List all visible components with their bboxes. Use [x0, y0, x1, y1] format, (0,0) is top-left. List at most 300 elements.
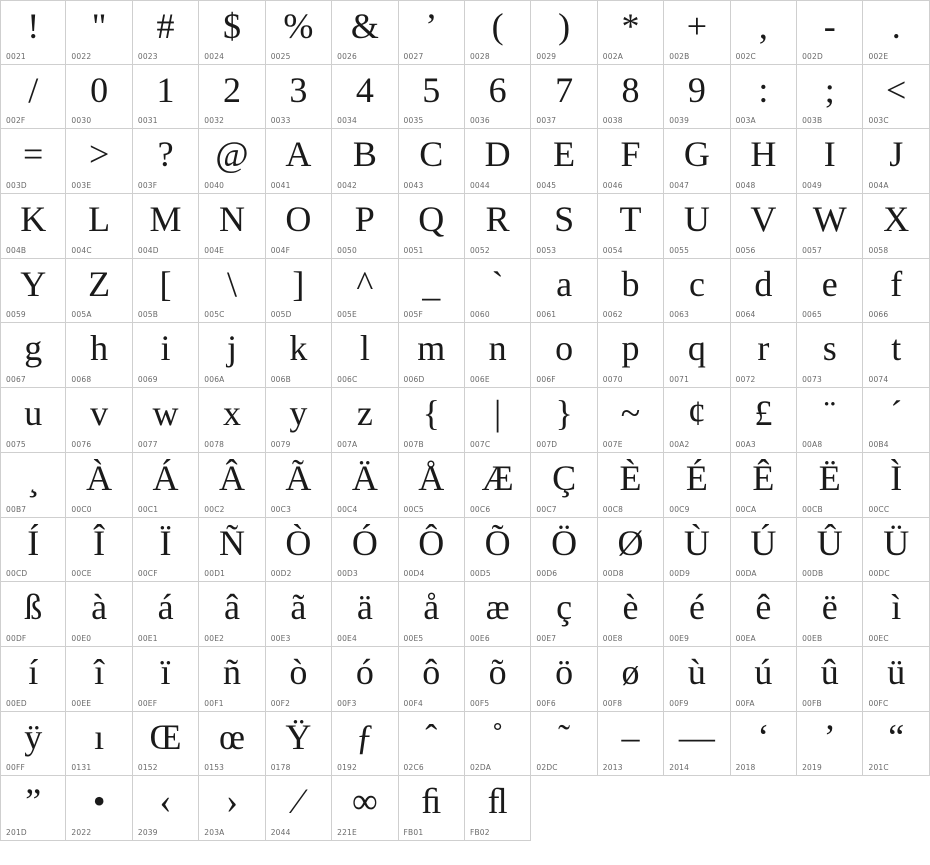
- glyph-cell[interactable]: [0, 194, 66, 259]
- glyph-character: ì: [891, 587, 902, 628]
- glyph-cell[interactable]: [598, 65, 664, 130]
- glyph-character: å: [423, 587, 440, 628]
- glyph-cell[interactable]: [731, 453, 797, 518]
- glyph-cell[interactable]: [399, 712, 465, 777]
- glyph-cell[interactable]: [66, 194, 132, 259]
- glyph-character: x: [222, 393, 241, 434]
- glyph-codepoint: 00C5: [403, 504, 424, 514]
- glyph-codepoint: 00C4: [337, 504, 358, 514]
- glyph-cell[interactable]: [0, 647, 66, 712]
- glyph-cell[interactable]: [731, 388, 797, 453]
- glyph-cell[interactable]: [465, 518, 531, 583]
- glyph-cell[interactable]: [797, 129, 863, 194]
- glyph-cell[interactable]: [399, 323, 465, 388]
- glyph-cell[interactable]: [664, 323, 730, 388]
- glyph-codepoint: 0192: [337, 763, 357, 773]
- glyph-character: Û: [816, 522, 843, 563]
- glyph-cell[interactable]: [66, 323, 132, 388]
- glyph-cell[interactable]: [531, 0, 597, 65]
- glyph-codepoint: 00E6: [469, 633, 490, 643]
- glyph-cell[interactable]: [133, 582, 199, 647]
- glyph-cell[interactable]: [133, 0, 199, 65]
- glyph-cell[interactable]: [731, 712, 797, 777]
- glyph-cell[interactable]: [797, 518, 863, 583]
- glyph-codepoint: 0070: [602, 375, 623, 385]
- glyph-cell[interactable]: [731, 323, 797, 388]
- glyph-cell[interactable]: [332, 323, 398, 388]
- glyph-cell[interactable]: [199, 259, 265, 324]
- glyph-cell[interactable]: [598, 712, 664, 777]
- glyph-character: N: [218, 199, 245, 240]
- glyph-codepoint: 004B: [6, 245, 27, 255]
- glyph-codepoint: 00DB: [802, 569, 824, 579]
- glyph-codepoint: 2044: [270, 827, 291, 837]
- glyph-codepoint: 002B: [669, 51, 690, 61]
- glyph-cell[interactable]: [0, 323, 66, 388]
- glyph-character: [: [159, 263, 172, 304]
- glyph-cell[interactable]: [598, 259, 664, 324]
- glyph-character: Ï: [159, 522, 172, 563]
- glyph-codepoint: 00F9: [669, 698, 689, 708]
- glyph-character: k: [289, 328, 308, 369]
- glyph-cell[interactable]: [266, 259, 332, 324]
- glyph-cell[interactable]: [598, 388, 664, 453]
- glyph-codepoint: 0022: [71, 51, 92, 61]
- glyph-cell[interactable]: [664, 518, 730, 583]
- glyph-character: Ö: [551, 522, 578, 563]
- glyph-codepoint: 00C2: [204, 504, 225, 514]
- glyph-codepoint: 003A: [735, 116, 756, 126]
- glyph-cell[interactable]: [863, 518, 929, 583]
- glyph-codepoint: 00CF: [137, 569, 158, 579]
- glyph-character: ﬂ: [487, 781, 508, 822]
- glyph-cell[interactable]: [731, 582, 797, 647]
- glyph-character: =: [23, 134, 44, 175]
- glyph-codepoint: 00E7: [536, 633, 557, 643]
- glyph-cell[interactable]: [797, 323, 863, 388]
- glyph-cell[interactable]: [0, 129, 66, 194]
- glyph-character: œ: [218, 716, 245, 757]
- glyph-cell[interactable]: [531, 65, 597, 130]
- glyph-cell[interactable]: [266, 129, 332, 194]
- glyph-cell[interactable]: [863, 647, 929, 712]
- glyph-cell[interactable]: [465, 712, 531, 777]
- glyph-codepoint: 00E0: [71, 633, 92, 643]
- glyph-codepoint: 0055: [669, 245, 690, 255]
- glyph-cell[interactable]: [598, 0, 664, 65]
- glyph-character: a: [556, 263, 573, 304]
- glyph-cell[interactable]: [863, 712, 929, 777]
- glyph-codepoint: 201C: [868, 763, 889, 773]
- glyph-codepoint: 007A: [337, 439, 358, 449]
- glyph-cell[interactable]: [332, 712, 398, 777]
- glyph-cell[interactable]: [399, 388, 465, 453]
- glyph-cell[interactable]: [332, 647, 398, 712]
- glyph-codepoint: 00C7: [536, 504, 557, 514]
- glyph-cell[interactable]: [66, 129, 132, 194]
- glyph-character: ú: [754, 651, 773, 692]
- glyph-cell[interactable]: [0, 453, 66, 518]
- glyph-cell[interactable]: [664, 0, 730, 65]
- glyph-cell[interactable]: [598, 194, 664, 259]
- glyph-cell[interactable]: [266, 65, 332, 130]
- glyph-cell[interactable]: [332, 388, 398, 453]
- glyph-cell[interactable]: [598, 453, 664, 518]
- glyph-cell[interactable]: [133, 65, 199, 130]
- glyph-codepoint: 0028: [469, 51, 490, 61]
- glyph-cell[interactable]: [0, 582, 66, 647]
- glyph-cell[interactable]: [465, 582, 531, 647]
- glyph-cell[interactable]: [465, 647, 531, 712]
- glyph-cell[interactable]: [332, 582, 398, 647]
- glyph-cell[interactable]: [66, 582, 132, 647]
- glyph-codepoint: 003E: [71, 181, 92, 191]
- glyph-codepoint: 00D1: [204, 569, 226, 579]
- glyph-codepoint: 0077: [137, 439, 158, 449]
- glyph-cell[interactable]: [531, 582, 597, 647]
- glyph-codepoint: 00F1: [204, 698, 224, 708]
- glyph-cell[interactable]: [531, 388, 597, 453]
- glyph-cell[interactable]: [266, 388, 332, 453]
- glyph-character: û: [820, 651, 839, 692]
- glyph-cell[interactable]: [66, 0, 132, 65]
- glyph-cell[interactable]: [0, 776, 66, 841]
- glyph-character: A: [285, 134, 312, 175]
- glyph-character: G: [683, 134, 710, 175]
- glyph-character: ”: [25, 781, 42, 822]
- glyph-cell[interactable]: [66, 388, 132, 453]
- glyph-cell[interactable]: [199, 129, 265, 194]
- glyph-codepoint: 00EB: [802, 633, 823, 643]
- glyph-cell[interactable]: [531, 518, 597, 583]
- glyph-codepoint: 004C: [71, 245, 92, 255]
- glyph-cell[interactable]: [133, 712, 199, 777]
- glyph-cell[interactable]: [598, 129, 664, 194]
- glyph-cell[interactable]: [199, 712, 265, 777]
- glyph-cell[interactable]: [133, 776, 199, 841]
- glyph-cell[interactable]: [0, 518, 66, 583]
- glyph-character: .: [891, 6, 901, 46]
- glyph-character: Ã: [285, 457, 312, 498]
- glyph-cell[interactable]: [199, 0, 265, 65]
- glyph-codepoint: 0051: [403, 245, 424, 255]
- glyph-codepoint: 00C6: [469, 504, 491, 514]
- glyph-cell[interactable]: [797, 388, 863, 453]
- glyph-codepoint: 003D: [6, 181, 27, 191]
- glyph-cell[interactable]: [664, 388, 730, 453]
- glyph-character: }: [555, 393, 573, 434]
- glyph-cell[interactable]: [731, 259, 797, 324]
- glyph-cell[interactable]: [731, 194, 797, 259]
- glyph-cell[interactable]: [133, 129, 199, 194]
- glyph-cell[interactable]: [664, 647, 730, 712]
- glyph-cell[interactable]: [531, 712, 597, 777]
- glyph-cell[interactable]: [66, 518, 132, 583]
- glyph-codepoint: 0071: [669, 375, 690, 385]
- glyph-character: *: [621, 6, 640, 46]
- glyph-character: –: [621, 716, 640, 757]
- glyph-character: à: [91, 587, 108, 628]
- glyph-codepoint: 0038: [602, 116, 623, 126]
- glyph-cell[interactable]: [399, 582, 465, 647]
- glyph-codepoint: 00D9: [669, 569, 691, 579]
- glyph-character: (: [491, 6, 504, 46]
- glyph-cell[interactable]: [0, 65, 66, 130]
- glyph-cell[interactable]: [664, 453, 730, 518]
- glyph-cell[interactable]: [66, 453, 132, 518]
- glyph-cell[interactable]: [465, 388, 531, 453]
- glyph-codepoint: 00EA: [735, 633, 756, 643]
- glyph-cell[interactable]: [797, 194, 863, 259]
- glyph-cell[interactable]: [266, 323, 332, 388]
- glyph-cell[interactable]: [664, 65, 730, 130]
- glyph-character: Œ: [149, 716, 182, 757]
- glyph-cell[interactable]: [598, 518, 664, 583]
- glyph-cell[interactable]: [332, 194, 398, 259]
- glyph-cell[interactable]: [863, 65, 929, 130]
- glyph-cell[interactable]: [863, 388, 929, 453]
- glyph-codepoint: 0046: [602, 181, 623, 191]
- glyph-cell[interactable]: [133, 259, 199, 324]
- glyph-cell[interactable]: [332, 453, 398, 518]
- glyph-character: 9: [687, 69, 706, 110]
- glyph-cell[interactable]: [266, 712, 332, 777]
- glyph-codepoint: 0043: [403, 181, 424, 191]
- glyph-codepoint: 00C9: [669, 504, 690, 514]
- glyph-codepoint: 0062: [602, 310, 623, 320]
- glyph-cell[interactable]: [332, 776, 398, 841]
- glyph-codepoint: 0034: [337, 116, 357, 126]
- glyph-character: V: [750, 199, 777, 240]
- glyph-codepoint: 0060: [469, 310, 490, 320]
- glyph-codepoint: 007C: [469, 439, 491, 449]
- glyph-cell[interactable]: [199, 194, 265, 259]
- glyph-cell[interactable]: [133, 647, 199, 712]
- glyph-cell[interactable]: [465, 194, 531, 259]
- glyph-codepoint: 00CB: [802, 504, 823, 514]
- glyph-codepoint: 007B: [403, 439, 424, 449]
- glyph-cell[interactable]: [797, 712, 863, 777]
- glyph-cell[interactable]: [399, 518, 465, 583]
- glyph-cell[interactable]: [731, 647, 797, 712]
- glyph-codepoint: 00D5: [469, 569, 491, 579]
- glyph-character: Z: [88, 263, 111, 304]
- glyph-cell[interactable]: [399, 776, 465, 841]
- glyph-cell[interactable]: [66, 259, 132, 324]
- glyph-cell[interactable]: [266, 776, 332, 841]
- glyph-character: 7: [555, 69, 574, 110]
- glyph-codepoint: 00EF: [137, 698, 158, 708]
- glyph-codepoint: 00A8: [802, 439, 823, 449]
- glyph-cell[interactable]: [133, 323, 199, 388]
- glyph-codepoint: 00C3: [270, 504, 292, 514]
- glyph-cell[interactable]: [465, 323, 531, 388]
- glyph-cell[interactable]: [531, 323, 597, 388]
- glyph-codepoint: 0025: [270, 51, 291, 61]
- glyph-codepoint: 0047: [669, 181, 690, 191]
- glyph-cell[interactable]: [465, 259, 531, 324]
- glyph-cell[interactable]: [664, 259, 730, 324]
- glyph-cell[interactable]: [399, 453, 465, 518]
- glyph-cell[interactable]: [0, 0, 66, 65]
- glyph-cell[interactable]: [266, 518, 332, 583]
- glyph-cell[interactable]: [199, 776, 265, 841]
- glyph-cell[interactable]: [133, 194, 199, 259]
- glyph-cell[interactable]: [66, 776, 132, 841]
- glyph-codepoint: 0069: [137, 375, 158, 385]
- glyph-codepoint: 0078: [204, 439, 225, 449]
- glyph-cell[interactable]: [199, 65, 265, 130]
- glyph-codepoint: 00FB: [802, 698, 822, 708]
- glyph-cell[interactable]: [598, 582, 664, 647]
- glyph-cell[interactable]: [0, 712, 66, 777]
- glyph-cell[interactable]: [531, 194, 597, 259]
- glyph-codepoint: 00F2: [270, 698, 291, 708]
- glyph-cell[interactable]: [863, 582, 929, 647]
- glyph-character: o: [555, 328, 574, 369]
- glyph-character: ¨: [823, 393, 836, 434]
- glyph-codepoint: 00F6: [536, 698, 556, 708]
- glyph-cell[interactable]: [731, 0, 797, 65]
- glyph-codepoint: 0065: [802, 310, 822, 320]
- glyph-cell[interactable]: [66, 65, 132, 130]
- glyph-cell[interactable]: [731, 518, 797, 583]
- glyph-codepoint: 004A: [868, 181, 889, 191]
- glyph-character: e: [821, 263, 838, 304]
- glyph-cell[interactable]: [664, 582, 730, 647]
- glyph-cell[interactable]: [797, 0, 863, 65]
- glyph-character: j: [226, 328, 237, 369]
- glyph-character: í: [28, 651, 39, 692]
- glyph-cell[interactable]: [199, 582, 265, 647]
- glyph-codepoint: 0073: [802, 375, 822, 385]
- glyph-codepoint: 0079: [270, 439, 291, 449]
- glyph-cell[interactable]: [66, 647, 132, 712]
- glyph-cell[interactable]: [399, 259, 465, 324]
- glyph-cell[interactable]: [266, 194, 332, 259]
- glyph-cell[interactable]: [266, 0, 332, 65]
- glyph-character: ä: [356, 587, 373, 628]
- glyph-character: :: [758, 69, 769, 110]
- glyph-cell[interactable]: [199, 453, 265, 518]
- glyph-character: +: [686, 6, 708, 46]
- glyph-cell[interactable]: [133, 453, 199, 518]
- glyph-cell[interactable]: [399, 129, 465, 194]
- glyph-codepoint: 002C: [735, 51, 756, 61]
- glyph-cell[interactable]: [465, 129, 531, 194]
- glyph-cell[interactable]: [863, 453, 929, 518]
- glyph-character: !: [27, 6, 40, 46]
- glyph-cell[interactable]: [332, 0, 398, 65]
- glyph-cell[interactable]: [399, 0, 465, 65]
- glyph-cell[interactable]: [332, 518, 398, 583]
- glyph-cell[interactable]: [266, 582, 332, 647]
- glyph-character: >: [88, 134, 110, 175]
- glyph-cell[interactable]: [797, 259, 863, 324]
- glyph-codepoint: 00E5: [403, 633, 424, 643]
- glyph-character: l: [359, 328, 370, 369]
- glyph-character: Õ: [484, 522, 511, 563]
- glyph-character: ¸: [27, 457, 40, 498]
- glyph-cell[interactable]: [797, 647, 863, 712]
- glyph-codepoint: 00C1: [137, 504, 159, 514]
- glyph-cell[interactable]: [465, 0, 531, 65]
- glyph-codepoint: 2018: [735, 763, 756, 773]
- glyph-cell[interactable]: [863, 259, 929, 324]
- glyph-cell[interactable]: [465, 65, 531, 130]
- glyph-character: B: [352, 134, 377, 175]
- glyph-cell[interactable]: [797, 453, 863, 518]
- glyph-character: ‹: [159, 781, 172, 822]
- glyph-cell[interactable]: [199, 647, 265, 712]
- glyph-cell[interactable]: [664, 712, 730, 777]
- glyph-cell[interactable]: [465, 453, 531, 518]
- glyph-cell[interactable]: [531, 647, 597, 712]
- glyph-cell[interactable]: [731, 65, 797, 130]
- glyph-character: T: [619, 199, 642, 240]
- glyph-character: ß: [24, 587, 43, 628]
- glyph-cell[interactable]: [266, 647, 332, 712]
- glyph-cell[interactable]: [797, 65, 863, 130]
- glyph-cell[interactable]: [598, 323, 664, 388]
- glyph-character: ^: [356, 263, 374, 304]
- glyph-cell[interactable]: [199, 388, 265, 453]
- glyph-cell[interactable]: [863, 194, 929, 259]
- glyph-cell[interactable]: [863, 323, 929, 388]
- glyph-cell[interactable]: [66, 712, 132, 777]
- glyph-character: L: [88, 199, 111, 240]
- glyph-character: S: [554, 199, 575, 240]
- glyph-codepoint: 0063: [669, 310, 690, 320]
- glyph-cell[interactable]: [664, 194, 730, 259]
- glyph-character: ˜: [558, 716, 571, 757]
- glyph-cell[interactable]: [0, 259, 66, 324]
- glyph-cell[interactable]: [731, 129, 797, 194]
- glyph-character: R: [485, 199, 510, 240]
- glyph-cell[interactable]: [399, 647, 465, 712]
- glyph-cell[interactable]: [531, 259, 597, 324]
- glyph-cell[interactable]: [332, 259, 398, 324]
- glyph-character: i: [160, 328, 171, 369]
- glyph-cell[interactable]: [266, 453, 332, 518]
- glyph-cell[interactable]: [598, 647, 664, 712]
- glyph-cell[interactable]: [399, 194, 465, 259]
- glyph-cell[interactable]: [332, 65, 398, 130]
- glyph-codepoint: 00B7: [6, 504, 27, 514]
- glyph-codepoint: 00FA: [735, 698, 755, 708]
- glyph-codepoint: 006E: [469, 375, 490, 385]
- glyph-cell[interactable]: [863, 0, 929, 65]
- glyph-cell[interactable]: [399, 65, 465, 130]
- glyph-codepoint: 0153: [204, 763, 225, 773]
- glyph-cell[interactable]: [531, 129, 597, 194]
- glyph-codepoint: 006D: [403, 375, 425, 385]
- glyph-cell[interactable]: [199, 323, 265, 388]
- glyph-cell[interactable]: [664, 129, 730, 194]
- glyph-cell[interactable]: [797, 582, 863, 647]
- glyph-cell[interactable]: [465, 776, 531, 841]
- glyph-cell[interactable]: [531, 453, 597, 518]
- glyph-cell[interactable]: [199, 518, 265, 583]
- glyph-character: É: [685, 457, 708, 498]
- glyph-cell[interactable]: [133, 518, 199, 583]
- glyph-character: ù: [687, 651, 706, 692]
- glyph-cell[interactable]: [863, 129, 929, 194]
- glyph-codepoint: 0059: [6, 310, 26, 320]
- glyph-cell[interactable]: [332, 129, 398, 194]
- glyph-cell[interactable]: [0, 388, 66, 453]
- glyph-cell[interactable]: [133, 388, 199, 453]
